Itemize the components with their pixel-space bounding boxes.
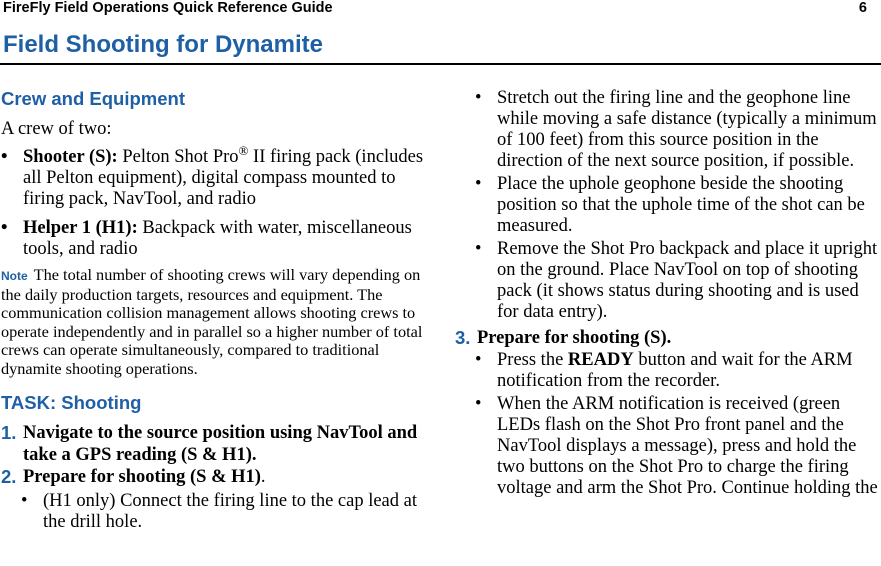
task-heading: TASK: Shooting: [1, 392, 142, 413]
crew-intro: A crew of two:: [1, 119, 112, 139]
crew-item-shooter: [1, 142, 433, 210]
note-label: Note: [1, 269, 28, 283]
step-number: 3.: [455, 327, 471, 348]
step-3-item: [455, 394, 881, 499]
step-text: Prepare for shooting (S & H1): [23, 467, 261, 487]
task-step-3: [455, 327, 881, 349]
item-text: Remove the Shot Pro backpack and place it upright on the ground. Place NavTool on top of shooting pack (it shows status during shooting and is used for data entry).: [497, 239, 878, 322]
step-2-item: [455, 239, 881, 323]
step-trail: .: [260, 467, 266, 487]
crew-text: Pelton Shot Pro: [117, 147, 239, 167]
page-number: 6: [858, 0, 867, 16]
step-text: Prepare for shooting (S).: [477, 328, 672, 348]
guide-title: FireFly Field Operations Quick Reference Guide: [3, 0, 333, 16]
bullet-icon: •: [475, 394, 482, 414]
item-text: button and wait for the ARM notification from the recorder.: [497, 350, 853, 391]
step-number: 2.: [1, 466, 17, 487]
task-step-1: [1, 422, 433, 466]
item-text: Press the: [497, 350, 568, 370]
step-text: Navigate to the source position using NavTool and take a GPS reading (S & H1).: [23, 423, 418, 465]
step-3-item: [455, 350, 881, 392]
crew-text: II firing pack (includes all Pelton equipment), digital compass mounted to firing pack, NavTool, and radio: [23, 147, 424, 209]
step-2-item: [455, 88, 881, 172]
ready-button-label: READY: [567, 350, 634, 370]
bullet-icon: •: [475, 174, 482, 194]
bullet-icon: •: [1, 147, 8, 167]
bullet-icon: •: [21, 491, 28, 511]
running-header: [3, 0, 877, 18]
item-text: (H1 only) Connect the firing line to the cap lead at the drill hole.: [43, 491, 417, 532]
crew-role: Shooter (S):: [23, 147, 118, 167]
title-rule: [0, 63, 881, 65]
item-text: When the ARM notification is received (green LEDs flash on the Shot Pro front panel and the NavTool displays a message), press and hold the two buttons on the Shot Pro to charge the firing voltage and arm the Shot Pro. Continue holding the: [497, 394, 878, 498]
bullet-icon: •: [475, 239, 482, 259]
step-number: 1.: [1, 422, 17, 443]
task-step-2: [1, 466, 433, 488]
crew-text: Backpack with water, miscellaneous tools, and radio: [23, 218, 412, 259]
note-text: The total number of shooting crews will vary depending on the daily production targets, resources and equipment. The communication collision management allows shooting crews to operate independently and in parallel so a higher number of total crews can operate simultaneously, compared to traditional dynamite shooting operations.: [1, 265, 423, 378]
page-title: Field Shooting for Dynamite: [3, 31, 324, 58]
bullet-icon: •: [475, 88, 482, 108]
crew-heading: Crew and Equipment: [1, 88, 185, 109]
step-2-item: [1, 491, 433, 533]
note: [1, 266, 433, 378]
bullet-icon: •: [1, 218, 8, 238]
left-column: [1, 88, 433, 533]
step-2-item: [455, 174, 881, 237]
item-text: Place the uphole geophone beside the shooting position so that the uphole time of the shot can be measured.: [497, 174, 865, 236]
crew-role: Helper 1 (H1):: [23, 218, 138, 238]
registered-mark: ®: [238, 142, 249, 158]
crew-item-helper: [1, 218, 433, 260]
right-column: [455, 88, 881, 499]
item-text: Stretch out the firing line and the geophone line while moving a safe distance (typically a minimum of 100 feet) from this source position in the direction of the next source position, if possible.: [497, 88, 877, 171]
bullet-icon: •: [475, 350, 482, 370]
